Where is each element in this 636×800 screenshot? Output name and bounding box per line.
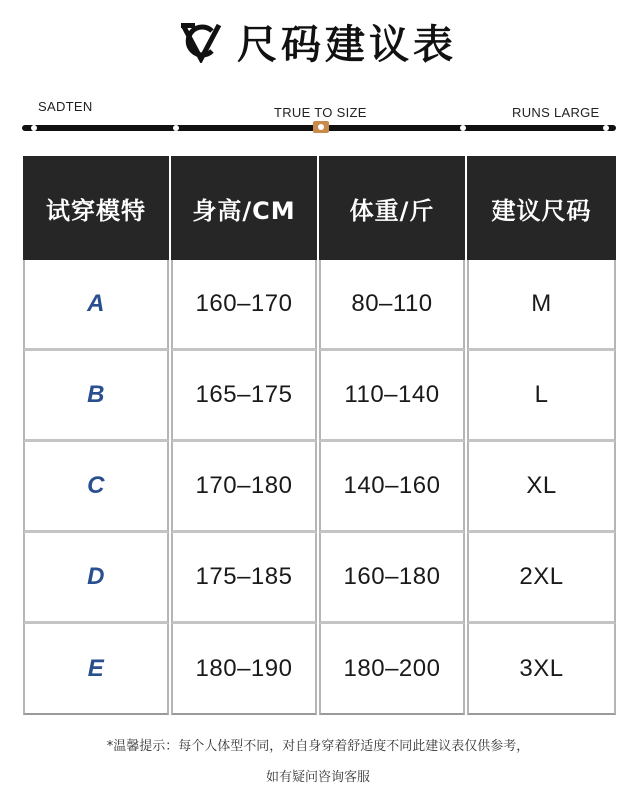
table-cell-height: 160–170 (171, 260, 317, 351)
table-cell-weight: 80–110 (319, 260, 465, 351)
table-cell-weight: 140–160 (319, 442, 465, 533)
table-cell-weight: 160–180 (319, 533, 465, 624)
scale-tick (460, 125, 466, 131)
table-cell-height: 165–175 (171, 351, 317, 442)
table-cell-height: 180–190 (171, 624, 317, 715)
table-cell-model: C (23, 442, 169, 533)
column-header-weight: 体重/斤 (319, 156, 465, 260)
footnote-line-1: *温馨提示：每个人体型不同，对自身穿着舒适度不同此建议表仅供参考， (106, 739, 530, 754)
column-header-height: 身高/CM (171, 156, 317, 260)
table-cell-model: D (23, 533, 169, 624)
table-cell-model: B (23, 351, 169, 442)
fit-scale (0, 96, 636, 136)
scale-center-label: TRUE TO SIZE (274, 105, 367, 120)
table-cell-size: 2XL (467, 533, 616, 624)
table-cell-height: 175–185 (171, 533, 317, 624)
table-cell-model: A (23, 260, 169, 351)
table-cell-size: XL (467, 442, 616, 533)
brand-logo-icon (179, 19, 223, 63)
table-cell-weight: 180–200 (319, 624, 465, 715)
table-cell-height: 170–180 (171, 442, 317, 533)
scale-tick (603, 125, 609, 131)
table-cell-model: E (23, 624, 169, 715)
size-table (23, 156, 616, 718)
column-header-model: 试穿模特 (23, 156, 169, 260)
column-header-size: 建议尺码 (467, 156, 616, 260)
scale-tick (173, 125, 179, 131)
table-cell-size: L (467, 351, 616, 442)
scale-left-label: SADTEN (38, 99, 93, 114)
scale-marker (313, 121, 329, 133)
scale-right-label: RUNS LARGE (512, 105, 600, 120)
table-cell-size: 3XL (467, 624, 616, 715)
footnote-line-2: 如有疑问咨询客服 (265, 770, 370, 785)
page-title: 尺码建议表 (237, 21, 457, 68)
page-header (0, 12, 636, 70)
scale-tick (31, 125, 37, 131)
table-cell-size: M (467, 260, 616, 351)
table-cell-weight: 110–140 (319, 351, 465, 442)
